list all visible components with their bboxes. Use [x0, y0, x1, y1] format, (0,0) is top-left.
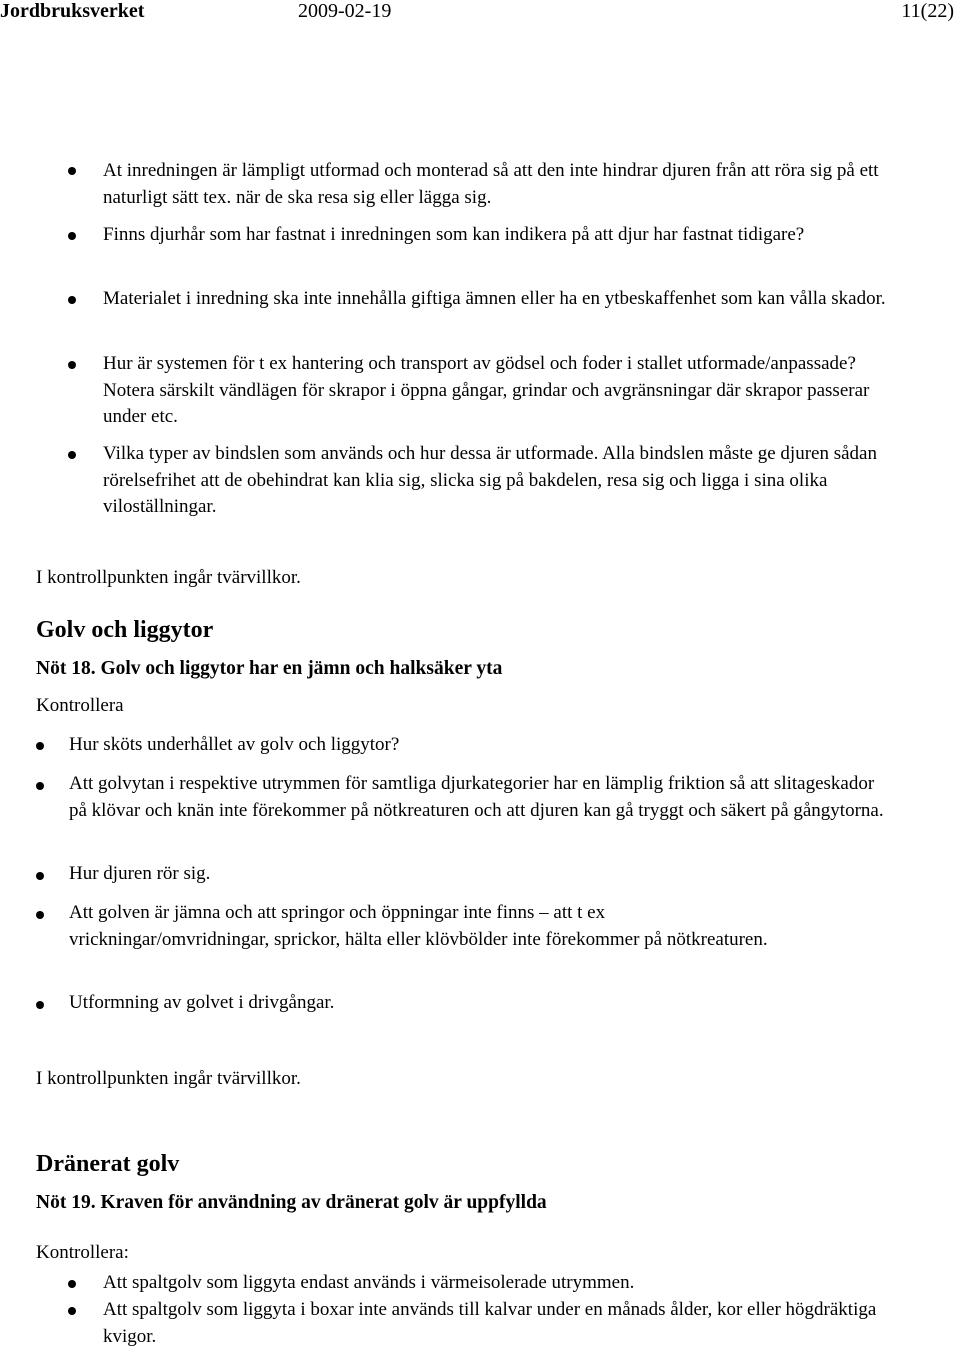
- bullet-icon: [68, 1280, 76, 1288]
- list-item-text: At inredningen är lämpligt utformad och monterad så att den inte hindrar djuren från att röra sig på ett naturligt sätt tex. när de ska resa sig eller lägga sig.: [103, 160, 879, 208]
- bullet-icon: [36, 1001, 44, 1009]
- bullet-icon: [36, 782, 44, 790]
- document-date: 2009-02-19: [298, 0, 392, 22]
- bullet-icon: [68, 451, 76, 459]
- control-point-title: Nöt 19. Kraven för användning av dränerat golv är uppfyllda: [36, 1192, 547, 1213]
- list-item-text: Att golvytan i respektive utrymmen för samtliga djurkategorier har en lämplig friktion så att slitageskador på klövar och knän inte förekommer på nötkreaturen och att djuren kan gå tryggt och säkert på gångytorna.: [69, 773, 884, 821]
- bullet-icon: [68, 232, 76, 240]
- section-heading: Golv och liggytor: [36, 617, 214, 643]
- list-item-text: Utformning av golvet i drivgångar.: [69, 992, 335, 1013]
- bullet-icon: [36, 872, 44, 880]
- list-item-text: Materialet i inredning ska inte innehålla giftiga ämnen eller ha en ytbeskaffenhet som kan vålla skador.: [103, 288, 886, 309]
- list-item-text: Att golven är jämna och att springor och öppningar inte finns – att t ex vrickningar/omvridningar, sprickor, hälta eller klövbölder inte förekommer på nötkreaturen.: [69, 902, 768, 950]
- bullet-icon: [68, 361, 76, 369]
- cross-compliance-note: I kontrollpunkten ingår tvärvillkor.: [36, 1068, 301, 1089]
- list-item-text: Att spaltgolv som liggyta endast används i värmeisolerade utrymmen.: [103, 1272, 635, 1293]
- list-item-text: Hur djuren rör sig.: [69, 863, 211, 884]
- bullet-icon: [68, 1307, 76, 1315]
- bullet-icon: [68, 167, 76, 175]
- list-item-text: Hur är systemen för t ex hantering och transport av gödsel och foder i stallet utformade/anpassade? Notera särskilt vändlägen för skrapor i öppna gångar, grindar och avgränsningar där skrapor passerar under etc.: [103, 353, 870, 427]
- control-point-title: Nöt 18. Golv och liggytor har en jämn och halksäker yta: [36, 658, 503, 679]
- bullet-icon: [36, 742, 44, 750]
- section-heading: Dränerat golv: [36, 1151, 180, 1177]
- check-label: Kontrollera:: [36, 1242, 129, 1263]
- page-number: 11(22): [901, 0, 954, 22]
- list-item-text: Hur sköts underhållet av golv och liggytor?: [69, 734, 400, 755]
- cross-compliance-note: I kontrollpunkten ingår tvärvillkor.: [36, 567, 301, 588]
- list-item-text: Att spaltgolv som liggyta i boxar inte används till kalvar under en månads ålder, kor eller högdräktiga kvigor.: [103, 1299, 877, 1347]
- bullet-icon: [68, 296, 76, 304]
- list-item-text: Vilka typer av bindslen som används och hur dessa är utformade. Alla bindslen måste ge djuren sådan rörelsefrihet att de obehindrat kan klia sig, slicka sig på bakdelen, resa sig och ligga i sina olika viloställningar.: [103, 443, 877, 517]
- organization-name: Jordbruksverket: [0, 0, 145, 22]
- list-item-text: Finns djurhår som har fastnat i inredningen som kan indikera på att djur har fastnat tidigare?: [103, 224, 805, 245]
- check-label: Kontrollera: [36, 695, 124, 716]
- page-header: [0, 0, 960, 22]
- bullet-icon: [36, 911, 44, 919]
